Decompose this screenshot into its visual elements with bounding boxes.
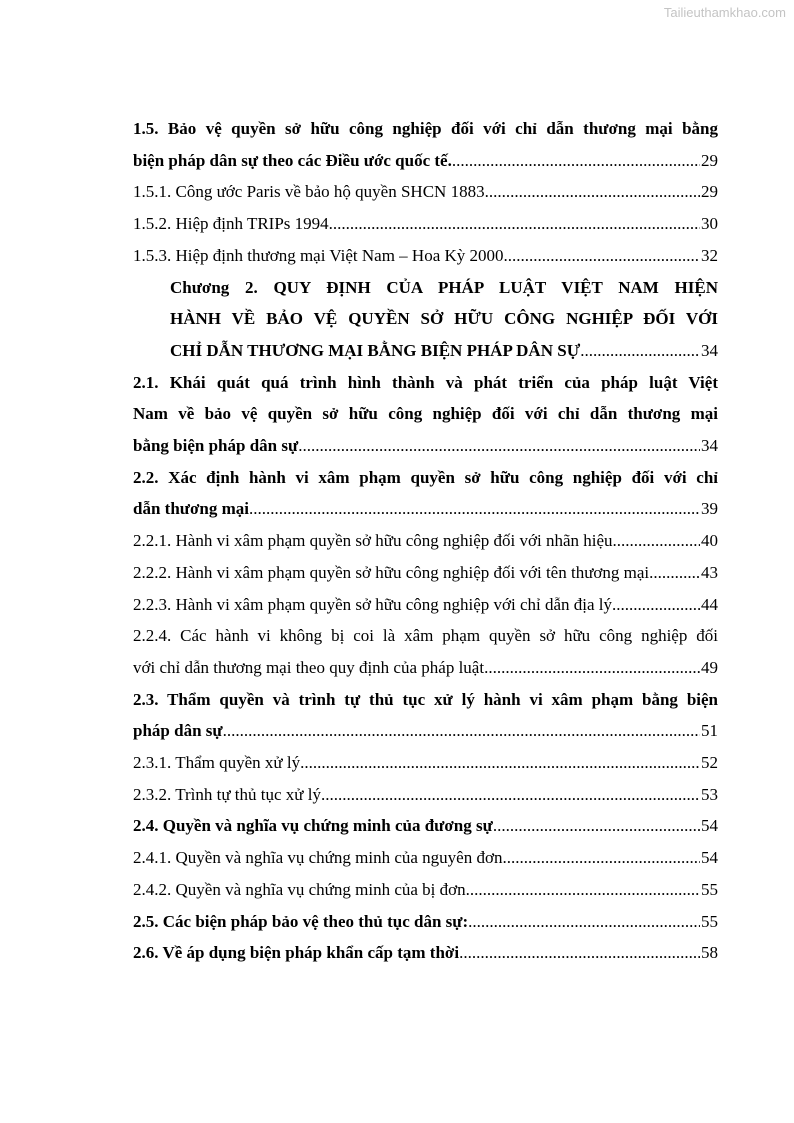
toc-entry[interactable]	[133, 462, 718, 525]
toc-entry-line: HÀNH VỀ BẢO VỆ QUYỀN SỞ HỮU CÔNG NGHIỆP ĐỐI VỚI	[170, 309, 718, 329]
toc-entry-title: 1.5.1. Công ước Paris về bảo hộ quyền SHCN 1883	[133, 182, 485, 202]
toc-entry-title: 2.3.1. Thẩm quyền xử lý	[133, 753, 301, 773]
dot-leader	[468, 906, 700, 938]
toc-entry[interactable]	[133, 906, 718, 938]
dot-leader	[504, 240, 700, 272]
toc-entry[interactable]	[133, 810, 718, 842]
toc-entry-title: 2.3.2. Trình tự thủ tục xử lý	[133, 784, 321, 804]
dot-leader	[321, 779, 700, 811]
toc-entry[interactable]	[133, 272, 718, 367]
toc-entry[interactable]	[133, 779, 718, 811]
toc-entry-title: pháp dân sự	[133, 721, 223, 741]
dot-leader	[484, 652, 700, 684]
toc-entry-title: 2.5. Các biện pháp bảo vệ theo thủ tục dân sự:	[133, 911, 469, 931]
toc-entry[interactable]	[133, 620, 718, 683]
toc-entry-title: 1.5.3. Hiệp định thương mại Việt Nam – Hoa Kỳ 2000	[133, 245, 504, 265]
toc-entry-title: 1.5.2. Hiệp định TRIPs 1994	[133, 214, 329, 234]
toc-entry-line	[133, 906, 718, 938]
toc-entry-line	[133, 557, 718, 589]
dot-leader	[493, 810, 700, 842]
toc-entry-line	[133, 240, 718, 272]
toc-page-number: 54	[701, 816, 718, 836]
toc-entry-line	[133, 810, 718, 842]
dot-leader	[649, 557, 700, 589]
toc-entry[interactable]	[133, 842, 718, 874]
toc-entry[interactable]	[133, 874, 718, 906]
toc-entry-line: 2.3. Thẩm quyền và trình tự thủ tục xử lý hành vi xâm phạm bằng biện	[133, 689, 718, 709]
dot-leader	[466, 874, 700, 906]
toc-entry-line	[133, 589, 718, 621]
toc-page-number: 44	[701, 594, 718, 614]
dot-leader	[502, 842, 700, 874]
dot-leader	[580, 335, 700, 367]
dot-leader	[459, 937, 700, 969]
toc-page-number: 34	[701, 340, 718, 360]
toc-entry-title: CHỈ DẪN THƯƠNG MẠI BẰNG BIỆN PHÁP DÂN SỰ	[170, 340, 581, 360]
toc-entry[interactable]	[133, 684, 718, 747]
dot-leader	[300, 747, 700, 779]
toc-entry-line	[133, 145, 718, 177]
toc-entry-title: biện pháp dân sự theo các Điều ước quốc tế.	[133, 150, 452, 170]
toc-page-number: 58	[701, 943, 718, 963]
toc-entry-title: dẫn thương mại	[133, 499, 249, 519]
toc-entry[interactable]	[133, 367, 718, 462]
toc-entry-line	[133, 652, 718, 684]
toc-page-number: 30	[701, 214, 718, 234]
toc-entry[interactable]	[133, 747, 718, 779]
toc-entry[interactable]	[133, 557, 718, 589]
toc-entry[interactable]	[133, 937, 718, 969]
toc-entry-line: 1.5. Bảo vệ quyền sở hữu công nghiệp đối với chỉ dẫn thương mại bằng	[133, 119, 718, 138]
toc-entry-line	[133, 430, 718, 462]
toc-entry-title: 2.2.3. Hành vi xâm phạm quyền sở hữu công nghiệp với chỉ dẫn địa lý	[133, 594, 613, 614]
toc-page-number: 55	[701, 879, 718, 899]
toc-page-number: 34	[701, 436, 718, 456]
toc-page-number: 43	[701, 562, 718, 582]
toc-entry-line	[133, 747, 718, 779]
dot-leader	[223, 715, 700, 747]
toc-page-number: 32	[701, 245, 718, 265]
table-of-contents	[133, 113, 718, 969]
toc-entry-line	[133, 208, 718, 240]
toc-page-number: 51	[701, 721, 718, 741]
toc-entry-line	[133, 874, 718, 906]
toc-entry-title: 2.2.2. Hành vi xâm phạm quyền sở hữu công nghiệp đối với tên thương mại	[133, 562, 650, 582]
toc-entry-line	[133, 842, 718, 874]
toc-entry[interactable]	[133, 589, 718, 621]
toc-entry-line: 2.2.4. Các hành vi không bị coi là xâm phạm quyền sở hữu công nghiệp đối	[133, 626, 718, 646]
toc-page-number: 39	[701, 499, 718, 519]
toc-entry-title: 2.4. Quyền và nghĩa vụ chứng minh của đương sự	[133, 816, 493, 836]
toc-entry[interactable]	[133, 525, 718, 557]
dot-leader	[612, 589, 700, 621]
toc-entry-line	[133, 779, 718, 811]
toc-entry-title: 2.6. Về áp dụng biện pháp khẩn cấp tạm thời	[133, 943, 460, 963]
toc-entry-line	[133, 525, 718, 557]
toc-entry-line	[170, 335, 718, 367]
toc-entry-title: 2.4.2. Quyền và nghĩa vụ chứng minh của bị đơn	[133, 879, 466, 899]
toc-entry-line	[133, 493, 718, 525]
toc-page-number: 29	[701, 182, 718, 202]
toc-page-number: 53	[701, 784, 718, 804]
toc-entry-line	[133, 715, 718, 747]
toc-page-number: 49	[701, 657, 718, 677]
toc-entry-line: Nam về bảo vệ quyền sở hữu công nghiệp đối với chỉ dẫn thương mại	[133, 404, 718, 424]
dot-leader	[452, 145, 700, 177]
watermark: Tailieuthamkhao.com	[663, 5, 786, 20]
toc-page-number: 29	[701, 150, 718, 170]
toc-entry[interactable]	[133, 176, 718, 208]
toc-entry-line: Chương 2. QUY ĐỊNH CỦA PHÁP LUẬT VIỆT NAM HIỆN	[170, 277, 718, 297]
toc-page-number: 52	[701, 753, 718, 773]
dot-leader	[485, 176, 700, 208]
toc-entry[interactable]	[133, 113, 718, 176]
dot-leader	[329, 208, 700, 240]
toc-page-number: 54	[701, 848, 718, 868]
toc-page-number: 40	[701, 531, 718, 551]
dot-leader	[613, 525, 700, 557]
toc-entry-title: 2.2.1. Hành vi xâm phạm quyền sở hữu công nghiệp đối với nhãn hiệu	[133, 531, 613, 551]
toc-entry-line: 2.2. Xác định hành vi xâm phạm quyền sở hữu công nghiệp đối với chỉ	[133, 467, 718, 487]
toc-entry-line	[133, 176, 718, 208]
toc-entry-line	[133, 937, 718, 969]
toc-entry[interactable]	[133, 208, 718, 240]
toc-entry-title: 2.4.1. Quyền và nghĩa vụ chứng minh của nguyên đơn	[133, 848, 503, 868]
toc-entry-line: 2.1. Khái quát quá trình hình thành và phát triển của pháp luật Việt	[133, 372, 718, 392]
dot-leader	[249, 493, 700, 525]
dot-leader	[298, 430, 700, 462]
toc-entry-title: với chỉ dẫn thương mại theo quy định của pháp luật	[133, 657, 485, 677]
toc-entry[interactable]	[133, 240, 718, 272]
toc-entry-title: bằng biện pháp dân sự	[133, 436, 299, 456]
toc-page-number: 55	[701, 911, 718, 931]
